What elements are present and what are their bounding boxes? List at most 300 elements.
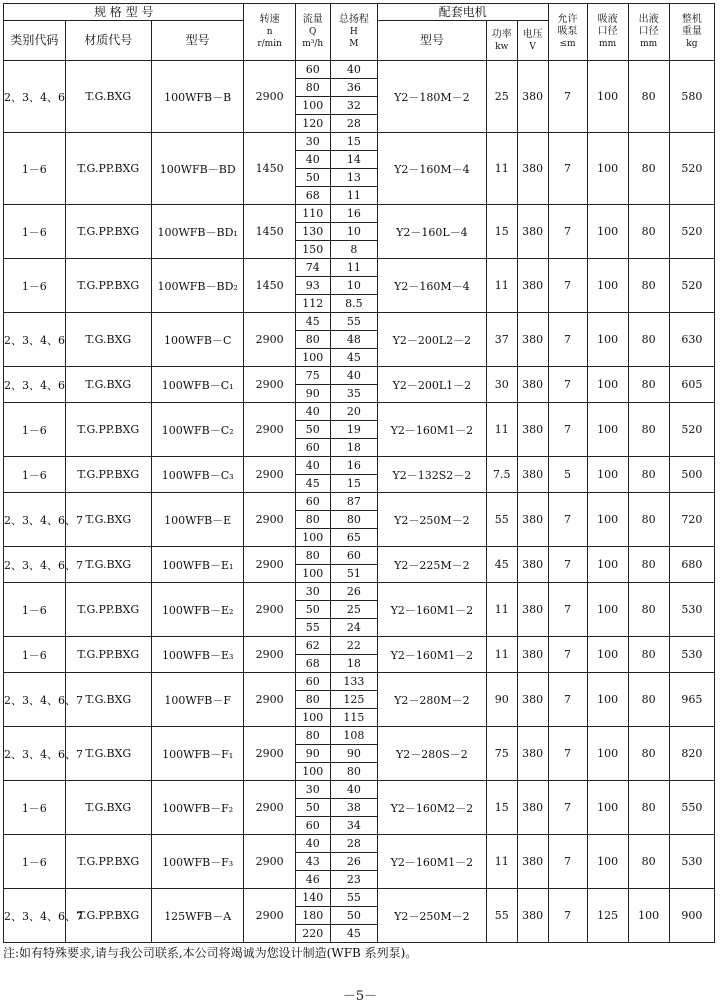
flow-value-cell: 40 [295, 457, 330, 475]
suction-cell: 7 [548, 547, 587, 583]
suction-cell: 7 [548, 583, 587, 637]
weight-cell: 530 [669, 835, 714, 889]
head-value-cell: 24 [330, 619, 377, 637]
model-cell: 100WFB－F₃ [151, 835, 243, 889]
inlet-cell: 100 [587, 727, 628, 781]
head-value-cell: 28 [330, 115, 377, 133]
power-cell: 11 [486, 133, 517, 205]
outlet-cell: 80 [628, 637, 669, 673]
material-code-cell: T.G.BXG [65, 673, 151, 727]
flow-header: 流量 Q m³/h [295, 4, 330, 61]
flow-value-cell: 100 [295, 763, 330, 781]
weight-cell: 520 [669, 205, 714, 259]
power-cell: 75 [486, 727, 517, 781]
flow-value-cell: 60 [295, 673, 330, 691]
inlet-cell: 100 [587, 367, 628, 403]
footnote: 注:如有特殊要求,请与我公司联系,本公司将竭诚为您设计制造(WFB 系列泵)。 [3, 946, 418, 960]
flow-value-cell: 80 [295, 331, 330, 349]
speed-cell: 1450 [244, 133, 295, 205]
material-code-cell: T.G.BXG [65, 781, 151, 835]
weight-cell: 900 [669, 889, 714, 943]
material-code-cell: T.G.BXG [65, 367, 151, 403]
head-value-cell: 40 [330, 781, 377, 799]
model-cell: 100WFB－BD₁ [151, 205, 243, 259]
weight-cell: 500 [669, 457, 714, 493]
head-value-cell: 32 [330, 97, 377, 115]
suction-cell: 7 [548, 637, 587, 673]
flow-value-cell: 45 [295, 313, 330, 331]
flow-value-cell: 50 [295, 421, 330, 439]
power-cell: 37 [486, 313, 517, 367]
head-value-cell: 48 [330, 331, 377, 349]
flow-value-cell: 80 [295, 727, 330, 745]
flow-value-cell: 80 [295, 547, 330, 565]
inlet-cell: 125 [587, 889, 628, 943]
motor-model-cell: Y2－160M1－2 [377, 637, 486, 673]
head-value-cell: 8 [330, 241, 377, 259]
flow-value-cell: 75 [295, 367, 330, 385]
outlet-cell: 80 [628, 133, 669, 205]
material-code-cell: T.G.BXG [65, 547, 151, 583]
category-code-cell: 2、3、4、6 [4, 313, 66, 367]
motor-model-cell: Y2－180M－2 [377, 61, 486, 133]
suction-cell: 7 [548, 727, 587, 781]
material-code-header: 材质代号 [65, 21, 151, 61]
motor-model-cell: Y2－160M1－2 [377, 403, 486, 457]
motor-model-cell: Y2－160M－4 [377, 259, 486, 313]
outlet-cell: 80 [628, 61, 669, 133]
flow-value-cell: 80 [295, 511, 330, 529]
power-cell: 11 [486, 637, 517, 673]
table-row [4, 493, 715, 511]
motor-model-cell: Y2－160L－4 [377, 205, 486, 259]
speed-cell: 2900 [244, 727, 295, 781]
head-value-cell: 40 [330, 367, 377, 385]
speed-cell: 2900 [244, 457, 295, 493]
speed-cell: 2900 [244, 835, 295, 889]
material-code-cell: T.G.PP.BXG [65, 835, 151, 889]
head-value-cell: 10 [330, 223, 377, 241]
flow-value-cell: 40 [295, 835, 330, 853]
head-value-cell: 125 [330, 691, 377, 709]
head-value-cell: 115 [330, 709, 377, 727]
model-header: 型号 [151, 21, 243, 61]
voltage-cell: 380 [517, 133, 548, 205]
flow-value-cell: 55 [295, 619, 330, 637]
head-value-cell: 15 [330, 133, 377, 151]
speed-cell: 2900 [244, 637, 295, 673]
voltage-cell: 380 [517, 781, 548, 835]
category-code-header: 类别代码 [4, 21, 66, 61]
motor-model-cell: Y2－200L1－2 [377, 367, 486, 403]
inlet-cell: 100 [587, 313, 628, 367]
suction-cell: 7 [548, 259, 587, 313]
flow-value-cell: 40 [295, 151, 330, 169]
outlet-cell: 80 [628, 547, 669, 583]
head-value-cell: 26 [330, 583, 377, 601]
model-cell: 100WFB－F₁ [151, 727, 243, 781]
inlet-cell: 100 [587, 583, 628, 637]
speed-cell: 2900 [244, 673, 295, 727]
table-header [4, 4, 715, 61]
material-code-cell: T.G.BXG [65, 727, 151, 781]
model-cell: 100WFB－C₁ [151, 367, 243, 403]
outlet-cell: 80 [628, 673, 669, 727]
outlet-header: 出液 口径 mm [628, 4, 669, 61]
flow-value-cell: 30 [295, 781, 330, 799]
weight-cell: 520 [669, 133, 714, 205]
weight-header: 整机 重量 kg [669, 4, 714, 61]
head-value-cell: 34 [330, 817, 377, 835]
voltage-cell: 380 [517, 637, 548, 673]
table-row [4, 205, 715, 223]
material-code-cell: T.G.PP.BXG [65, 457, 151, 493]
material-code-cell: T.G.BXG [65, 313, 151, 367]
power-cell: 30 [486, 367, 517, 403]
power-cell: 11 [486, 583, 517, 637]
flow-value-cell: 62 [295, 637, 330, 655]
flow-value-cell: 220 [295, 925, 330, 943]
table-row [4, 61, 715, 79]
category-code-cell: 1－6 [4, 781, 66, 835]
model-cell: 100WFB－BD₂ [151, 259, 243, 313]
flow-value-cell: 60 [295, 439, 330, 457]
head-value-cell: 60 [330, 547, 377, 565]
head-value-cell: 16 [330, 457, 377, 475]
table-row [4, 367, 715, 385]
inlet-header: 吸液 口径 mm [587, 4, 628, 61]
head-value-cell: 108 [330, 727, 377, 745]
table-row [4, 583, 715, 601]
outlet-cell: 80 [628, 583, 669, 637]
speed-cell: 2900 [244, 781, 295, 835]
flow-value-cell: 120 [295, 115, 330, 133]
suction-cell: 7 [548, 205, 587, 259]
head-value-cell: 40 [330, 61, 377, 79]
flow-value-cell: 50 [295, 799, 330, 817]
head-value-cell: 51 [330, 565, 377, 583]
motor-model-cell: Y2－160M2－2 [377, 781, 486, 835]
flow-value-cell: 30 [295, 583, 330, 601]
page-number: －5－ [342, 989, 378, 1004]
category-code-cell: 2、3、4、6、7 [4, 493, 66, 547]
material-code-cell: T.G.PP.BXG [65, 133, 151, 205]
flow-value-cell: 90 [295, 385, 330, 403]
speed-cell: 2900 [244, 583, 295, 637]
head-value-cell: 20 [330, 403, 377, 421]
outlet-cell: 80 [628, 457, 669, 493]
speed-cell: 2900 [244, 889, 295, 943]
outlet-cell: 80 [628, 259, 669, 313]
head-value-cell: 65 [330, 529, 377, 547]
table-row [4, 781, 715, 799]
flow-value-cell: 45 [295, 475, 330, 493]
material-code-cell: T.G.PP.BXG [65, 583, 151, 637]
flow-value-cell: 100 [295, 529, 330, 547]
outlet-cell: 80 [628, 205, 669, 259]
voltage-cell: 380 [517, 313, 548, 367]
head-header: 总扬程 H M [330, 4, 377, 61]
material-code-cell: T.G.BXG [65, 61, 151, 133]
flow-value-cell: 80 [295, 691, 330, 709]
head-value-cell: 35 [330, 385, 377, 403]
head-value-cell: 14 [330, 151, 377, 169]
inlet-cell: 100 [587, 637, 628, 673]
head-value-cell: 45 [330, 349, 377, 367]
category-code-cell: 1－6 [4, 457, 66, 493]
power-cell: 11 [486, 259, 517, 313]
head-value-cell: 23 [330, 871, 377, 889]
flow-value-cell: 140 [295, 889, 330, 907]
head-value-cell: 10 [330, 277, 377, 295]
speed-cell: 1450 [244, 259, 295, 313]
head-value-cell: 16 [330, 205, 377, 223]
outlet-cell: 80 [628, 367, 669, 403]
weight-cell: 680 [669, 547, 714, 583]
inlet-cell: 100 [587, 547, 628, 583]
flow-value-cell: 112 [295, 295, 330, 313]
model-cell: 100WFB－E₁ [151, 547, 243, 583]
power-cell: 55 [486, 889, 517, 943]
motor-group-header: 配套电机 [377, 4, 548, 21]
power-cell: 15 [486, 205, 517, 259]
table-body [4, 61, 715, 943]
motor-model-cell: Y2－160M1－2 [377, 835, 486, 889]
suction-cell: 7 [548, 313, 587, 367]
category-code-cell: 2、3、4、6、7 [4, 727, 66, 781]
motor-model-cell: Y2－200L2－2 [377, 313, 486, 367]
flow-value-cell: 74 [295, 259, 330, 277]
table-row [4, 547, 715, 565]
head-value-cell: 87 [330, 493, 377, 511]
head-value-cell: 11 [330, 259, 377, 277]
flow-value-cell: 100 [295, 97, 330, 115]
weight-cell: 965 [669, 673, 714, 727]
suction-cell: 5 [548, 457, 587, 493]
flow-value-cell: 50 [295, 169, 330, 187]
flow-value-cell: 60 [295, 493, 330, 511]
inlet-cell: 100 [587, 403, 628, 457]
voltage-header: 电压 V [517, 21, 548, 61]
head-value-cell: 19 [330, 421, 377, 439]
head-value-cell: 28 [330, 835, 377, 853]
flow-value-cell: 68 [295, 655, 330, 673]
flow-value-cell: 60 [295, 61, 330, 79]
voltage-cell: 380 [517, 457, 548, 493]
inlet-cell: 100 [587, 673, 628, 727]
inlet-cell: 100 [587, 835, 628, 889]
spec-group-header: 规 格 型 号 [4, 4, 244, 21]
speed-cell: 1450 [244, 205, 295, 259]
model-cell: 100WFB－F₂ [151, 781, 243, 835]
category-code-cell: 1－6 [4, 259, 66, 313]
head-value-cell: 133 [330, 673, 377, 691]
head-value-cell: 90 [330, 745, 377, 763]
category-code-cell: 2、3、4、6、7 [4, 889, 66, 943]
weight-cell: 530 [669, 583, 714, 637]
flow-value-cell: 100 [295, 565, 330, 583]
model-cell: 100WFB－C₂ [151, 403, 243, 457]
outlet-cell: 80 [628, 727, 669, 781]
voltage-cell: 380 [517, 493, 548, 547]
suction-cell: 7 [548, 835, 587, 889]
speed-cell: 2900 [244, 493, 295, 547]
table-row [4, 727, 715, 745]
head-value-cell: 18 [330, 655, 377, 673]
weight-cell: 605 [669, 367, 714, 403]
weight-cell: 720 [669, 493, 714, 547]
voltage-cell: 380 [517, 835, 548, 889]
material-code-cell: T.G.PP.BXG [65, 259, 151, 313]
category-code-cell: 1－6 [4, 403, 66, 457]
model-cell: 100WFB－C₃ [151, 457, 243, 493]
power-cell: 11 [486, 835, 517, 889]
flow-value-cell: 60 [295, 817, 330, 835]
voltage-cell: 380 [517, 259, 548, 313]
table-row [4, 673, 715, 691]
table-row [4, 889, 715, 907]
table-row [4, 835, 715, 853]
head-value-cell: 50 [330, 907, 377, 925]
motor-model-cell: Y2－160M1－2 [377, 583, 486, 637]
inlet-cell: 100 [587, 133, 628, 205]
category-code-cell: 2、3、4、6 [4, 367, 66, 403]
flow-value-cell: 100 [295, 709, 330, 727]
voltage-cell: 380 [517, 403, 548, 457]
inlet-cell: 100 [587, 781, 628, 835]
power-cell: 7.5 [486, 457, 517, 493]
material-code-cell: T.G.PP.BXG [65, 403, 151, 457]
category-code-cell: 1－6 [4, 205, 66, 259]
motor-model-cell: Y2－225M－2 [377, 547, 486, 583]
flow-value-cell: 68 [295, 187, 330, 205]
power-cell: 25 [486, 61, 517, 133]
power-cell: 90 [486, 673, 517, 727]
weight-cell: 520 [669, 403, 714, 457]
material-code-cell: T.G.BXG [65, 493, 151, 547]
suction-cell: 7 [548, 673, 587, 727]
voltage-cell: 380 [517, 889, 548, 943]
outlet-cell: 100 [628, 889, 669, 943]
suction-header: 允许 吸泵 ≤m [548, 4, 587, 61]
suction-cell: 7 [548, 367, 587, 403]
speed-cell: 2900 [244, 547, 295, 583]
model-cell: 125WFB－A [151, 889, 243, 943]
head-value-cell: 22 [330, 637, 377, 655]
flow-value-cell: 43 [295, 853, 330, 871]
voltage-cell: 380 [517, 367, 548, 403]
inlet-cell: 100 [587, 205, 628, 259]
outlet-cell: 80 [628, 781, 669, 835]
table-row [4, 259, 715, 277]
material-code-cell: T.G.PP.BXG [65, 889, 151, 943]
head-value-cell: 26 [330, 853, 377, 871]
weight-cell: 520 [669, 259, 714, 313]
head-value-cell: 11 [330, 187, 377, 205]
motor-model-cell: Y2－250M－2 [377, 889, 486, 943]
voltage-cell: 380 [517, 583, 548, 637]
voltage-cell: 380 [517, 547, 548, 583]
model-cell: 100WFB－BD [151, 133, 243, 205]
voltage-cell: 380 [517, 673, 548, 727]
motor-model-cell: Y2－250M－2 [377, 493, 486, 547]
inlet-cell: 100 [587, 61, 628, 133]
flow-value-cell: 110 [295, 205, 330, 223]
power-cell: 11 [486, 403, 517, 457]
flow-value-cell: 30 [295, 133, 330, 151]
voltage-cell: 380 [517, 205, 548, 259]
motor-model-cell: Y2－280S－2 [377, 727, 486, 781]
table-row [4, 403, 715, 421]
inlet-cell: 100 [587, 457, 628, 493]
weight-cell: 820 [669, 727, 714, 781]
motor-model-cell: Y2－280M－2 [377, 673, 486, 727]
category-code-cell: 1－6 [4, 583, 66, 637]
suction-cell: 7 [548, 889, 587, 943]
head-value-cell: 13 [330, 169, 377, 187]
suction-cell: 7 [548, 61, 587, 133]
power-cell: 55 [486, 493, 517, 547]
speed-cell: 2900 [244, 313, 295, 367]
weight-cell: 550 [669, 781, 714, 835]
weight-cell: 530 [669, 637, 714, 673]
outlet-cell: 80 [628, 403, 669, 457]
head-value-cell: 38 [330, 799, 377, 817]
table-row [4, 637, 715, 655]
inlet-cell: 100 [587, 259, 628, 313]
flow-value-cell: 130 [295, 223, 330, 241]
motor-model-cell: Y2－132S2－2 [377, 457, 486, 493]
speed-cell: 2900 [244, 367, 295, 403]
weight-cell: 580 [669, 61, 714, 133]
suction-cell: 7 [548, 781, 587, 835]
inlet-cell: 100 [587, 493, 628, 547]
table-row [4, 313, 715, 331]
flow-value-cell: 100 [295, 349, 330, 367]
category-code-cell: 2、3、4、6、7 [4, 673, 66, 727]
weight-cell: 630 [669, 313, 714, 367]
flow-value-cell: 40 [295, 403, 330, 421]
flow-value-cell: 150 [295, 241, 330, 259]
voltage-cell: 380 [517, 61, 548, 133]
material-code-cell: T.G.PP.BXG [65, 205, 151, 259]
flow-value-cell: 93 [295, 277, 330, 295]
table-row [4, 457, 715, 475]
head-value-cell: 45 [330, 925, 377, 943]
material-code-cell: T.G.PP.BXG [65, 637, 151, 673]
voltage-cell: 380 [517, 727, 548, 781]
head-value-cell: 80 [330, 763, 377, 781]
category-code-cell: 1－6 [4, 133, 66, 205]
flow-value-cell: 50 [295, 601, 330, 619]
model-cell: 100WFB－E₂ [151, 583, 243, 637]
table-row [4, 133, 715, 151]
outlet-cell: 80 [628, 835, 669, 889]
flow-value-cell: 80 [295, 79, 330, 97]
suction-cell: 7 [548, 403, 587, 457]
model-cell: 100WFB－E [151, 493, 243, 547]
head-value-cell: 15 [330, 475, 377, 493]
model-cell: 100WFB－E₃ [151, 637, 243, 673]
pump-spec-table [3, 3, 715, 943]
head-value-cell: 55 [330, 889, 377, 907]
category-code-cell: 2、3、4、6 [4, 61, 66, 133]
head-value-cell: 25 [330, 601, 377, 619]
power-cell: 15 [486, 781, 517, 835]
model-cell: 100WFB－F [151, 673, 243, 727]
speed-cell: 2900 [244, 61, 295, 133]
category-code-cell: 1－6 [4, 835, 66, 889]
